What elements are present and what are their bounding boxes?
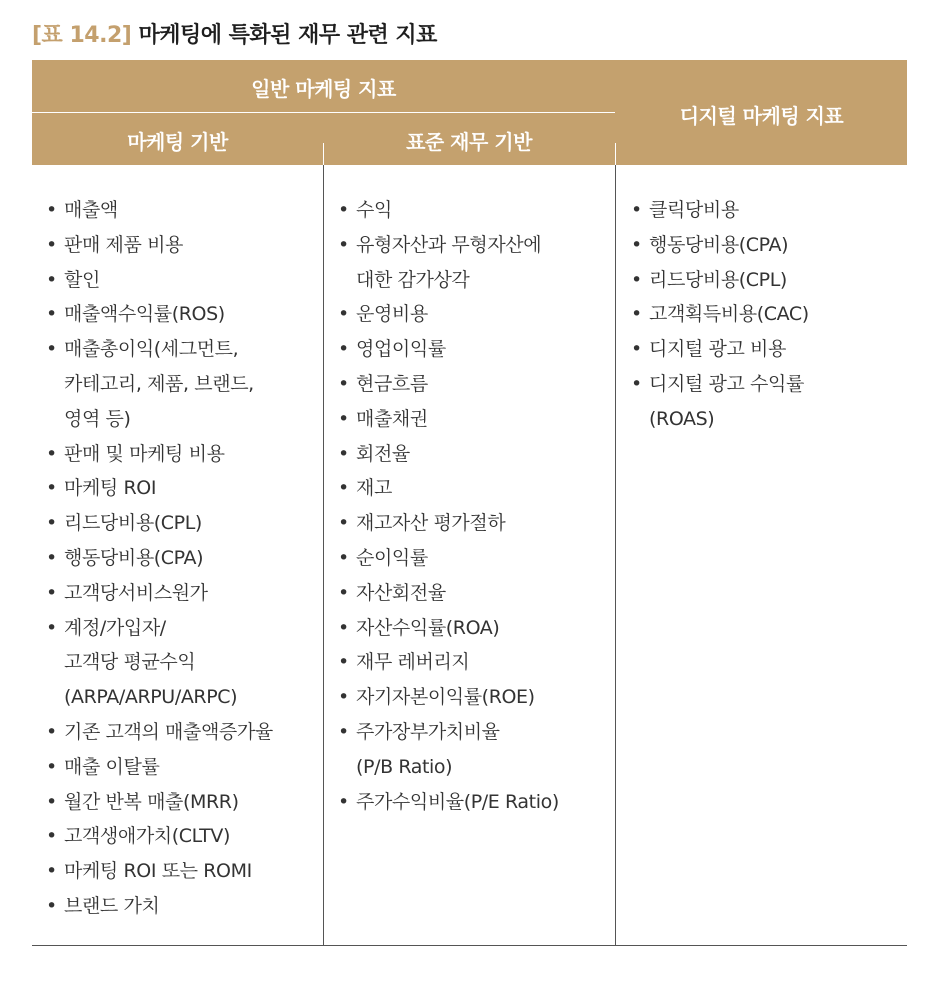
list-item: • 재고 bbox=[338, 471, 614, 506]
list-item: • 주가장부가치비율 (P/B Ratio) bbox=[338, 715, 614, 785]
list-item: • 재고자산 평가절하 bbox=[338, 506, 614, 541]
column-divider-left bbox=[323, 165, 324, 945]
list-item: • 행동당비용(CPA) bbox=[46, 541, 322, 576]
list-item: • 마케팅 ROI 또는 ROMI bbox=[46, 854, 322, 889]
header-general-marketing: 일반 마케팅 지표 bbox=[251, 77, 396, 101]
header-divider bbox=[32, 112, 615, 113]
list-item: • 브랜드 가치 bbox=[46, 889, 322, 924]
list-item: • 판매 제품 비용 bbox=[46, 228, 322, 263]
list-item: • 매출채권 bbox=[338, 402, 614, 437]
header-divider-left bbox=[323, 143, 324, 165]
list-item: • 디지털 광고 수익률 (ROAS) bbox=[631, 367, 906, 437]
header-financial-based: 표준 재무 기반 bbox=[406, 130, 532, 154]
list-item: • 유형자산과 무형자산에 대한 감가상각 bbox=[338, 228, 614, 298]
list-item: • 리드당비용(CPL) bbox=[631, 263, 906, 298]
list-item: • 마케팅 ROI bbox=[46, 471, 322, 506]
list-item: • 매출액 bbox=[46, 193, 322, 228]
table-title: 마케팅에 특화된 재무 관련 지표 bbox=[138, 23, 437, 48]
header-digital-marketing: 디지털 마케팅 지표 bbox=[679, 104, 844, 128]
list-item: • 판매 및 마케팅 비용 bbox=[46, 437, 322, 472]
list-item: • 기존 고객의 매출액증가율 bbox=[46, 715, 322, 750]
list-item: • 수익 bbox=[338, 193, 614, 228]
list-item: • 자산수익률(ROA) bbox=[338, 611, 614, 646]
list-item: • 고객생애가치(CLTV) bbox=[46, 819, 322, 854]
list-item: • 영업이익률 bbox=[338, 332, 614, 367]
list-item: • 현금흐름 bbox=[338, 367, 614, 402]
digital-marketing-list bbox=[631, 193, 906, 437]
list-item: • 주가수익비율(P/E Ratio) bbox=[338, 785, 614, 820]
list-item: • 계정/가입자/ 고객당 평균수익 (ARPA/ARPU/ARPC) bbox=[46, 611, 322, 715]
list-item: • 클릭당비용 bbox=[631, 193, 906, 228]
list-item: • 회전율 bbox=[338, 437, 614, 472]
list-item: • 할인 bbox=[46, 263, 322, 298]
table-caption bbox=[32, 18, 437, 49]
table-header bbox=[32, 60, 907, 165]
header-marketing-based: 마케팅 기반 bbox=[127, 130, 228, 154]
list-item: • 월간 반복 매출(MRR) bbox=[46, 785, 322, 820]
marketing-based-list bbox=[46, 193, 322, 924]
list-item: • 리드당비용(CPL) bbox=[46, 506, 322, 541]
list-item: • 매출총이익(세그먼트, 카테고리, 제품, 브랜드, 영역 등) bbox=[46, 332, 322, 436]
table-number: [표 14.2] bbox=[32, 23, 132, 48]
list-item: • 고객획득비용(CAC) bbox=[631, 297, 906, 332]
list-item: • 운영비용 bbox=[338, 297, 614, 332]
list-item: • 재무 레버리지 bbox=[338, 645, 614, 680]
list-item: • 순이익률 bbox=[338, 541, 614, 576]
list-item: • 행동당비용(CPA) bbox=[631, 228, 906, 263]
list-item: • 매출액수익률(ROS) bbox=[46, 297, 322, 332]
column-divider-right bbox=[615, 165, 616, 945]
financial-based-list bbox=[338, 193, 614, 819]
list-item: • 자산회전율 bbox=[338, 576, 614, 611]
list-item: • 디지털 광고 비용 bbox=[631, 332, 906, 367]
header-divider-right bbox=[615, 143, 616, 165]
table-bottom-border bbox=[32, 945, 907, 946]
list-item: • 매출 이탈률 bbox=[46, 750, 322, 785]
list-item: • 고객당서비스원가 bbox=[46, 576, 322, 611]
list-item: • 자기자본이익률(ROE) bbox=[338, 680, 614, 715]
